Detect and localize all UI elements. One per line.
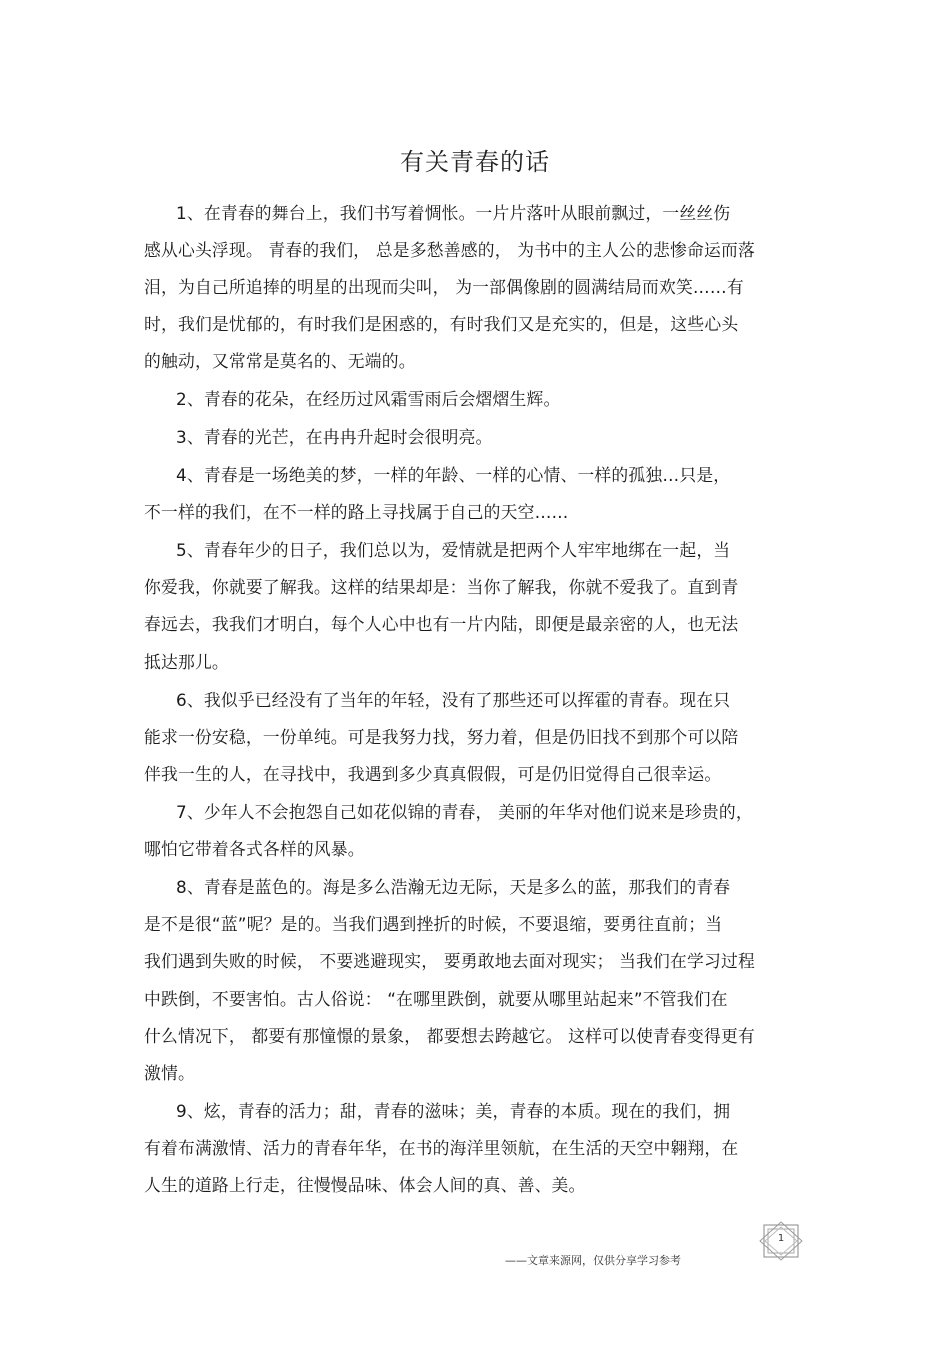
paragraph-line: 1、在青春的舞台上，我们书写着惆怅。一片片落叶从眼前飘过，一丝丝伤 — [176, 203, 731, 223]
paragraph-line: 人生的道路上行走，往慢慢品味、体会人间的真、善、美。 — [144, 1175, 586, 1195]
paragraph-line: 感从心头浮现。 青春的我们， 总是多愁善感的， 为书中的主人公的悲惨命运而落 — [144, 240, 755, 260]
paragraph-line: 是不是很“蓝”呢？是的。当我们遇到挫折的时候，不要退缩，要勇往直前；当 — [144, 914, 723, 934]
page-title: 有关青春的话 — [400, 148, 550, 176]
paragraph-line: 3、青春的光芒，在冉冉升起时会很明亮。 — [176, 427, 493, 447]
paragraph-line: 7、少年人不会抱怨自己如花似锦的青春， 美丽的年华对他们说来是珍贵的， — [176, 802, 753, 822]
paragraph-line: 中跌倒，不要害怕。古人俗说： “在哪里跌倒，就要从哪里站起来”不管我们在 — [144, 989, 728, 1009]
paragraph-line: 6、我似乎已经没有了当年的年轻，没有了那些还可以挥霍的青春。现在只 — [176, 690, 731, 710]
paragraph-line: 的触动，又常常是莫名的、无端的。 — [144, 351, 416, 371]
page-number: 1 — [777, 1233, 785, 1244]
paragraph-line: 抵达那儿。 — [144, 652, 229, 672]
paragraph-line: 泪，为自己所追捧的明星的出现而尖叫， 为一部偶像剧的圆满结局而欢笑……有 — [144, 277, 744, 297]
paragraph-line: 8、青春是蓝色的。海是多么浩瀚无边无际，天是多么的蓝，那我们的青春 — [176, 877, 731, 897]
paragraph-line: 能求一份安稳，一份单纯。可是我努力找，努力着，但是仍旧找不到那个可以陪 — [144, 727, 739, 747]
paragraph-line: 时，我们是忧郁的，有时我们是困惑的，有时我们又是充实的，但是，这些心头 — [144, 314, 739, 334]
paragraph-line: 4、青春是一场绝美的梦，一样的年龄、一样的心情、一样的孤独…只是， — [176, 465, 731, 485]
paragraph-line: 2、青春的花朵，在经历过风霜雪雨后会熠熠生辉。 — [176, 389, 561, 409]
paragraph-line: 不一样的我们，在不一样的路上寻找属于自己的天空…… — [144, 502, 569, 522]
paragraph-line: 激情。 — [144, 1063, 195, 1083]
paragraph-line: 我们遇到失败的时候， 不要逃避现实， 要勇敢地去面对现实； 当我们在学习过程 — [144, 951, 755, 971]
paragraph-line: 5、青春年少的日子，我们总以为，爱情就是把两个人牢牢地绑在一起，当 — [176, 540, 731, 560]
paragraph-line: 哪怕它带着各式各样的风暴。 — [144, 839, 365, 859]
paragraph-line: 什么情况下， 都要有那憧憬的景象， 都要想去跨越它。 这样可以使青春变得更有 — [144, 1026, 755, 1046]
paragraph-line: 有着布满激情、活力的青春年华，在书的海洋里领航，在生活的天空中翱翔，在 — [144, 1138, 739, 1158]
paragraph-line: 9、炫，青春的活力；甜，青春的滋味；美，青春的本质。现在的我们，拥 — [176, 1101, 731, 1121]
paragraph-line: 伴我一生的人，在寻找中，我遇到多少真真假假，可是仍旧觉得自己很幸运。 — [144, 764, 722, 784]
paragraph-line: 你爱我，你就要了解我。这样的结果却是：当你了解我，你就不爱我了。直到青 — [144, 577, 739, 597]
paragraph-line: 春远去，我我们才明白，每个人心中也有一片内陆，即便是最亲密的人，也无法 — [144, 614, 739, 634]
footer-source-note: ——文章来源网，仅供分享学习参考 — [505, 1254, 681, 1267]
